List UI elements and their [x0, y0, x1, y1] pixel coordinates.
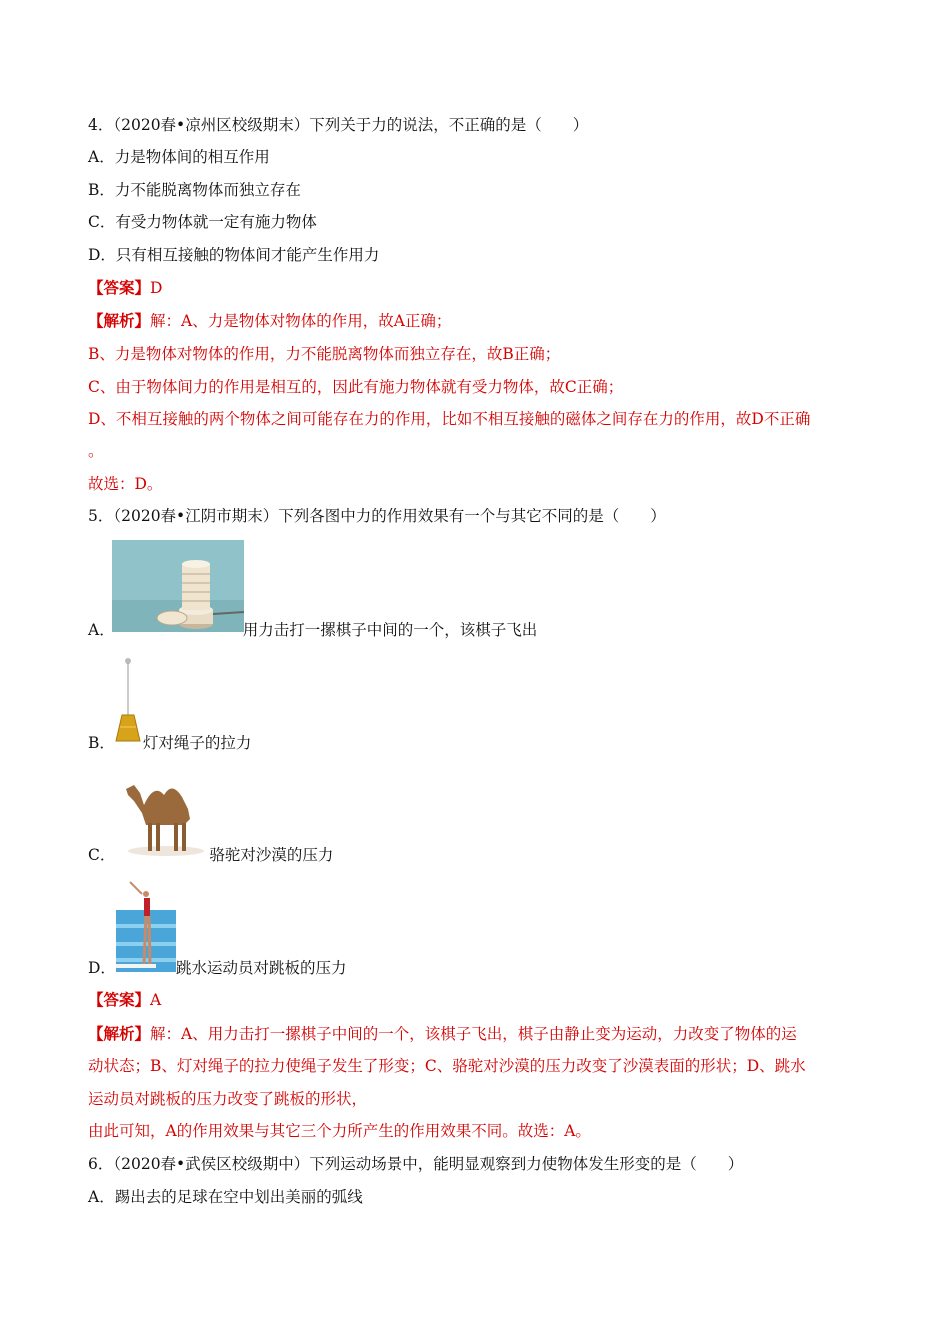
q5-option-b: [88, 733, 251, 753]
q4-analysis-1: [88, 311, 451, 331]
q4-analysis-6: 故选：D。: [88, 475, 163, 493]
q5-option-d-text: 跳水运动员对跳板的压力: [175, 959, 347, 977]
answer-tag: 【答案】: [88, 278, 151, 297]
q5-option-a: [88, 620, 537, 640]
answer-value: A: [150, 991, 162, 1009]
q5-stem: 5．（2020春•江阴市期末）下列各图中力的作用效果有一个与其它不同的是（ ）: [88, 507, 666, 525]
q5-option-d: [88, 958, 346, 978]
checkers-stack-image: [112, 540, 244, 632]
q5-option-d-letter: D．: [88, 959, 116, 977]
q4-option-b: B．力不能脱离物体而独立存在: [88, 181, 301, 199]
q4-analysis-5: 。: [88, 442, 104, 460]
analysis-text: 解：A、力是物体对物体的作用，故A正确；: [150, 312, 452, 330]
q5-analysis-3: 运动员对跳板的压力改变了跳板的形状，: [88, 1090, 368, 1108]
q4-answer: [88, 278, 162, 298]
q4-analysis-3: C、由于物体间力的作用是相互的，因此有施力物体就有受力物体，故C正确；: [88, 378, 624, 396]
q6-stem: 6．（2020春•武侯区校级期中）下列运动场景中，能明显观察到力使物体发生形变的是（ ）: [88, 1155, 744, 1173]
q4-option-c: C．有受力物体就一定有施力物体: [88, 213, 317, 231]
q5-answer: [88, 990, 161, 1010]
camel-image: [116, 765, 204, 857]
answer-value: D: [150, 279, 163, 297]
q5-analysis-4: 由此可知，A的作用效果与其它三个力所产生的作用效果不同。故选：A。: [88, 1122, 591, 1140]
q5-option-a-letter: A．: [88, 621, 115, 639]
q5-option-c: [88, 845, 333, 865]
q6-option-a: A．踢出去的足球在空中划出美丽的弧线: [88, 1188, 363, 1206]
q4-option-a: A．力是物体间的相互作用: [88, 148, 270, 166]
q5-option-c-letter: C．: [88, 846, 116, 864]
q4-analysis-4: D、不相互接触的两个物体之间可能存在力的作用，比如不相互接触的磁体之间存在力的作用，故D不正确: [88, 410, 811, 428]
q4-stem: 4．（2020春•凉州区校级期末）下列关于力的说法，不正确的是（ ）: [88, 116, 589, 134]
answer-tag: 【答案】: [88, 990, 151, 1009]
q4-option-d: D．只有相互接触的物体间才能产生作用力: [88, 246, 380, 264]
q5-option-b-text: 灯对绳子的拉力: [142, 734, 252, 752]
q5-analysis-2: 动状态；B、灯对绳子的拉力使绳子发生了形变；C、骆驼对沙漠的压力改变了沙漠表面的形状；D、跳水: [88, 1057, 806, 1075]
q5-analysis-1: [88, 1024, 797, 1044]
q5-option-c-text: 骆驼对沙漠的压力: [209, 846, 334, 864]
hanging-lamp-image: [114, 655, 142, 745]
q5-option-b-letter: B．: [88, 734, 115, 752]
analysis-text: 解：A、用力击打一摞棋子中间的一个，该棋子飞出，棋子由静止变为运动，力改变了物体的运: [150, 1025, 797, 1043]
q5-option-a-text: 用力击打一摞棋子中间的一个，该棋子飞出: [242, 621, 538, 639]
analysis-tag: 【解析】: [88, 1024, 151, 1043]
analysis-tag: 【解析】: [88, 311, 151, 330]
q4-analysis-2: B、力是物体对物体的作用，力不能脱离物体而独立存在，故B正确；: [88, 345, 561, 363]
